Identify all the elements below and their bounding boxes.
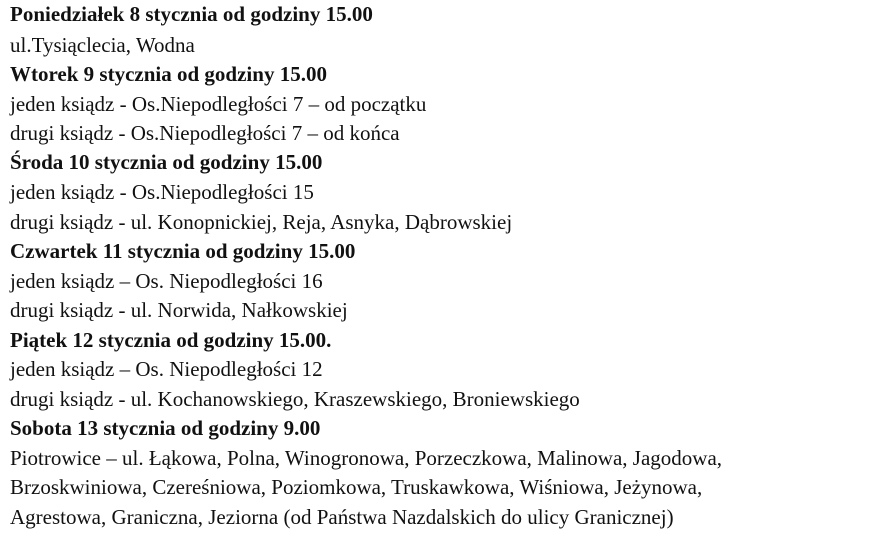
route-line: jeden ksiądz - Os.Niepodległości 7 – od początku <box>10 92 427 116</box>
route-line: jeden ksiądz – Os. Niepodległości 16 <box>10 269 323 293</box>
day-heading-friday: Piątek 12 stycznia od godziny 15.00. <box>10 328 332 352</box>
day-heading-tuesday: Wtorek 9 stycznia od godziny 15.00 <box>10 62 327 86</box>
route-line: Agrestowa, Graniczna, Jeziorna (od Państwa Nazdalskich do ulicy Granicznej) <box>10 505 674 529</box>
route-line: drugi ksiądz - ul. Konopnickiej, Reja, Asnyka, Dąbrowskiej <box>10 210 513 234</box>
route-line: drugi ksiądz - Os.Niepodległości 7 – od końca <box>10 121 400 145</box>
route-line: jeden ksiądz – Os. Niepodległości 12 <box>10 357 323 381</box>
day-heading-thursday: Czwartek 11 stycznia od godziny 15.00 <box>10 239 356 263</box>
route-line: drugi ksiądz - ul. Norwida, Nałkowskiej <box>10 298 348 322</box>
day-heading-monday: Poniedziałek 8 stycznia od godziny 15.00 <box>10 2 373 26</box>
route-line: ul.Tysiąclecia, Wodna <box>10 33 195 57</box>
day-heading-wednesday: Środa 10 stycznia od godziny 15.00 <box>10 150 323 174</box>
route-line: drugi ksiądz - ul. Kochanowskiego, Kraszewskiego, Broniewskiego <box>10 387 580 411</box>
route-line: Brzoskwiniowa, Czereśniowa, Poziomkowa, Truskawkowa, Wiśniowa, Jeżynowa, <box>10 475 703 499</box>
day-heading-saturday: Sobota 13 stycznia od godziny 9.00 <box>10 416 321 440</box>
route-line: jeden ksiądz - Os.Niepodległości 15 <box>10 180 314 204</box>
route-line: Piotrowice – ul. Łąkowa, Polna, Winogronowa, Porzeczkowa, Malinowa, Jagodowa, <box>10 446 723 470</box>
